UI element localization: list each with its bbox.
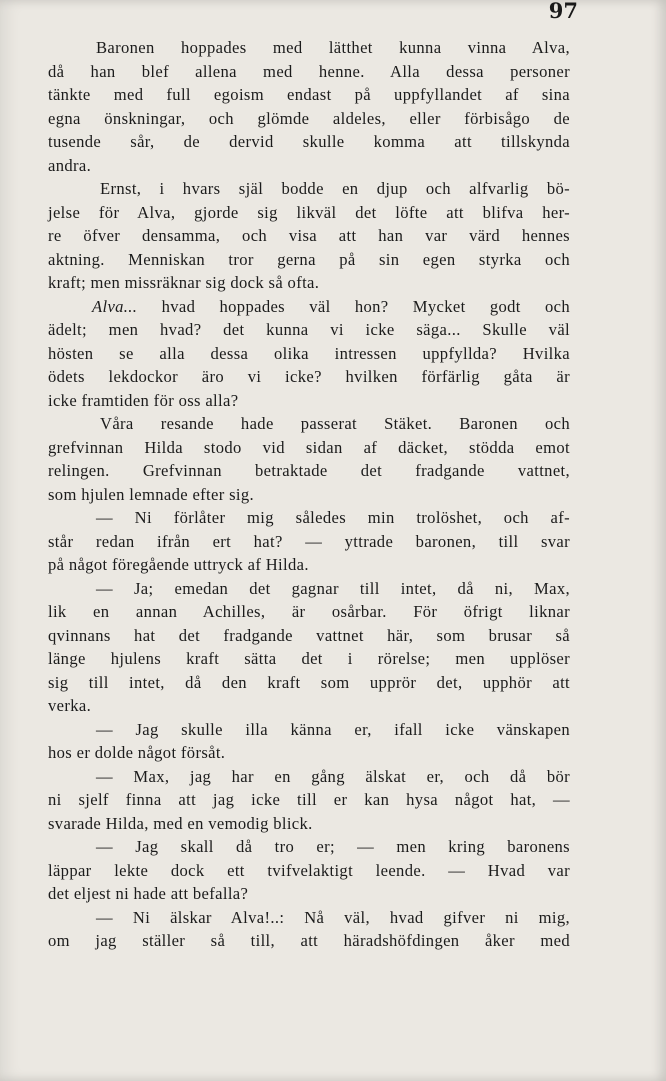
text-line: länge hjulens kraft sätta det i rörelse; men upplöser [48, 649, 570, 668]
text-line: — Ni älskar Alva!..: Nå väl, hvad gifver ni mig, [96, 907, 570, 927]
text-line: står redan ifrån ert hat? — yttrade baronen, till svar [48, 531, 570, 551]
text-line: — Max, jag har en gång älskat er, och då bör [96, 766, 570, 786]
text-line: Våra resande hade passerat Stäket. Baronen och [100, 414, 570, 433]
text-line: aktning. Menniskan tror gerna på sin egen styrka och [48, 249, 570, 269]
text-line: på något föregående uttryck af Hilda. [48, 555, 309, 574]
body-text [48, 36, 570, 953]
text-line: Baronen hoppades med lätthet kunna vinna Alva, [96, 38, 570, 57]
text-line-rest: hvad hoppades väl hon? Mycket godt och [161, 296, 571, 316]
text-line: det eljest ni hade att befalla? [48, 884, 249, 903]
text-line: lik en annan Achilles, är osårbar. För öfrigt liknar [48, 602, 570, 621]
text-line: svarade Hilda, med en vemodig blick. [48, 813, 313, 833]
page-number: 97 [548, 0, 578, 23]
text-line: som hjulen lemnade efter sig. [48, 484, 254, 504]
text-line: — Ja; emedan det gagnar till intet, då ni, Max, [96, 578, 570, 598]
text-line: ödets lekdockor äro vi icke? hvilken förfärlig gåta är [48, 367, 570, 386]
text-line: qvinnans hat det fradgande vattnet här, som brusar så [48, 625, 570, 645]
text-line: icke framtiden för oss alla? [48, 390, 239, 410]
text-line: tusende sår, de dervid skulle komma att tillskynda [48, 132, 570, 151]
text-line: verka. [48, 696, 92, 715]
text-line: Ernst, i hvars själ bodde en djup och alfvarlig bö- [100, 179, 570, 198]
text-line: läppar lekte dock ett tvifvelaktigt leende. — Hvad var [48, 860, 570, 880]
text-line: jelse för Alva, gjorde sig likväl det löfte att blifva her- [48, 202, 570, 222]
text-line: tänkte med full egoism endast på uppfyllandet af sina [48, 85, 570, 104]
text-line: ni sjelf finna att jag icke till er kan hysa något hat, — [48, 790, 570, 809]
text-line: ädelt; men hvad? det kunna vi icke säga... Skulle väl [48, 320, 570, 339]
text-line: — Ni förlåter mig således min trolöshet, och af- [96, 508, 570, 527]
text-line: sig till intet, då den kraft som upprör det, upphör att [48, 672, 570, 692]
text-line: hösten se alla dessa olika intressen uppfyllda? Hvilka [48, 343, 570, 363]
text-line: re öfver densamma, och visa att han var värd hennes [48, 226, 570, 245]
text-line-with-italic [48, 295, 570, 319]
text-line: — Jag skulle illa känna er, ifall icke vänskapen [96, 719, 570, 739]
text-line: grefvinnan Hilda stodo vid sidan af däcket, stödda emot [48, 437, 570, 457]
italic-name: Alva... [92, 296, 138, 316]
text-line: andra. [48, 155, 92, 175]
text-line: relingen. Grefvinnan betraktade det fradgande vattnet, [48, 461, 570, 480]
text-line: egna önskningar, och glömde aldeles, eller förbisågo de [48, 108, 570, 128]
text-line: hos er dolde något försåt. [48, 743, 226, 762]
text-line: — Jag skall då tro er; — men kring baronens [96, 837, 570, 856]
text-line: om jag ställer så till, att häradshöfdingen åker med [48, 931, 570, 950]
text-line: kraft; men missräknar sig dock så ofta. [48, 273, 320, 292]
text-line: då han blef allena med henne. Alla dessa personer [48, 61, 570, 81]
